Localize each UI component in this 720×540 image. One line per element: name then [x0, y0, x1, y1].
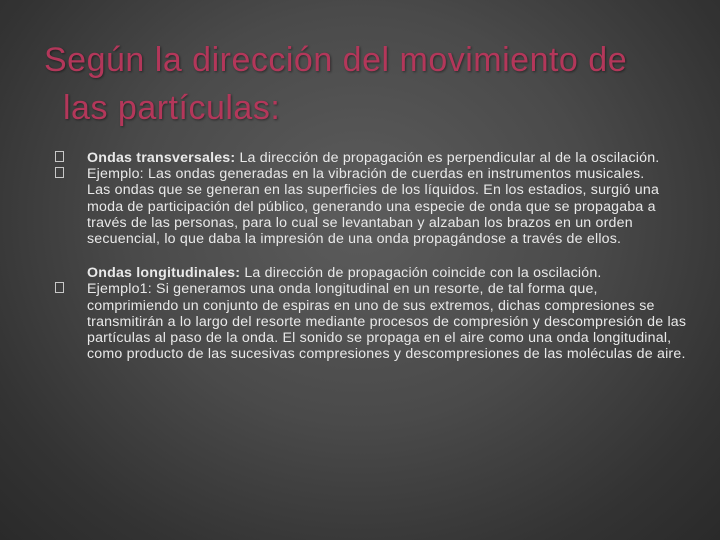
longitudinal-term: Ondas longitudinales:: [87, 265, 241, 282]
hollow-square-bullet-icon: [55, 167, 64, 178]
longitudinal-example-text: Ejemplo1: Si generamos una onda longitudinal en un resorte, de tal forma que, comprimiendo un conjunto de espiras en uno de sus extremos, dichas compresiones se transmitirán a lo largo del resorte mediante procesos de compresión y descompresión de las partículas al paso de la onda. El sonido se propaga en el aire como una onda longitudinal, como producto de las sucesivas compresiones y descompresiones de las moléculas de aire.: [87, 281, 687, 363]
transversal-stadium-paragraph: [87, 182, 687, 247]
hollow-square-bullet-icon: [55, 282, 64, 293]
slide-title-line-1: Según la dirección del movimiento de: [44, 41, 628, 79]
transversal-stadium-text: Las ondas que se generan en las superficies de los líquidos. En los estadios, surgió una moda de participación del público, generando una especie de onda que se propagaba a través de las personas, para lo cual se levantaban y alzaban los brazos en un orden secuencial, lo que daba la impresión de una onda propagándose a través de ellos.: [87, 182, 660, 248]
transversal-definition: La dirección de propagación es perpendicular al de la oscilación.: [235, 150, 660, 166]
longitudinal-example-paragraph: [87, 281, 687, 362]
longitudinal-waves-paragraph: [87, 265, 687, 281]
paragraph-spacer: [87, 247, 687, 265]
slide-body: [87, 150, 687, 362]
longitudinal-definition: La dirección de propagación coincide con la oscilación.: [240, 265, 602, 282]
hollow-square-bullet-icon: [55, 151, 64, 162]
transversal-example-paragraph: [87, 166, 687, 182]
transversal-term: Ondas transversales:: [87, 150, 236, 166]
transversal-example-text: Ejemplo: Las ondas generadas en la vibración de cuerdas en instrumentos musicales.: [87, 166, 645, 183]
slide-title-line-2: las partículas:: [63, 89, 281, 127]
transversal-waves-paragraph: [87, 150, 687, 166]
slide-title: [44, 36, 694, 132]
